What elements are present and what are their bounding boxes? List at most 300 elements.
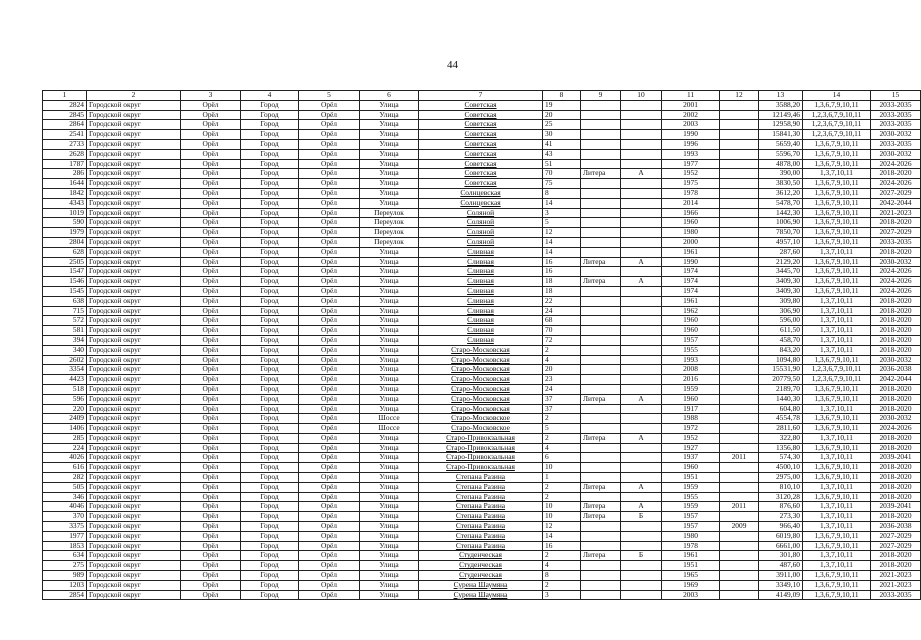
table-cell: Город: [241, 228, 299, 238]
table-cell: 2033-2035: [871, 139, 921, 149]
table-cell: Город: [241, 580, 299, 590]
table-cell: [581, 453, 621, 463]
table-cell: 2002: [662, 110, 720, 120]
table-cell: Городской округ: [87, 120, 181, 130]
table-cell: [720, 482, 759, 492]
table-cell: Солнцевская: [419, 188, 543, 198]
table-cell: Улица: [360, 139, 419, 149]
table-cell: [720, 590, 759, 600]
table-cell: Орёл: [181, 414, 241, 424]
table-cell: Орёл: [299, 404, 360, 414]
table-cell: Советская: [419, 169, 543, 179]
table-cell: Город: [241, 424, 299, 434]
table-cell: Городской округ: [87, 375, 181, 385]
table-cell: Сливная: [419, 326, 543, 336]
table-cell: 2008: [662, 365, 720, 375]
table-cell: 2864: [43, 120, 87, 130]
table-cell: 2030-2032: [871, 355, 921, 365]
table-cell: 75: [543, 179, 581, 189]
table-cell: [621, 120, 662, 130]
table-cell: Город: [241, 198, 299, 208]
table-cell: 2018-2020: [871, 384, 921, 394]
table-cell: 1937: [662, 453, 720, 463]
table-cell: Сливная: [419, 316, 543, 326]
table-cell: 4026: [43, 453, 87, 463]
table-cell: 1965: [662, 571, 720, 581]
table-cell: Улица: [360, 433, 419, 443]
table-cell: [621, 110, 662, 120]
table-cell: Городской округ: [87, 267, 181, 277]
table-cell: Орёл: [299, 561, 360, 571]
table-cell: [581, 228, 621, 238]
table-cell: 224: [43, 443, 87, 453]
table-cell: Улица: [360, 551, 419, 561]
table-cell: Степана Разина: [419, 502, 543, 512]
table-cell: 518: [43, 384, 87, 394]
table-cell: Орёл: [181, 326, 241, 336]
table-cell: Степана Разина: [419, 482, 543, 492]
table-cell: [720, 335, 759, 345]
table-cell: Орёл: [299, 522, 360, 532]
table-cell: 5596,70: [759, 149, 803, 159]
table-cell: Город: [241, 443, 299, 453]
table-cell: [720, 130, 759, 140]
table-cell: 2733: [43, 139, 87, 149]
table-cell: Городской округ: [87, 384, 181, 394]
table-cell: 2018-2020: [871, 335, 921, 345]
table-cell: 30: [543, 130, 581, 140]
table-cell: [720, 198, 759, 208]
table-cell: 2027-2029: [871, 228, 921, 238]
table-cell: Шоссе: [360, 424, 419, 434]
table-cell: 14: [543, 247, 581, 257]
table-cell: 1,3,6,7,9,10,11: [803, 188, 871, 198]
table-cell: 37: [543, 394, 581, 404]
table-cell: Орёл: [299, 433, 360, 443]
table-cell: 2030-2032: [871, 414, 921, 424]
table-cell: 1988: [662, 414, 720, 424]
table-cell: Орёл: [181, 394, 241, 404]
table-cell: Орёл: [181, 237, 241, 247]
table-cell: 275: [43, 561, 87, 571]
table-cell: А: [621, 502, 662, 512]
table-cell: 2024-2026: [871, 286, 921, 296]
table-cell: Б: [621, 551, 662, 561]
table-cell: [720, 139, 759, 149]
table-cell: Улица: [360, 590, 419, 600]
table-cell: 2018-2020: [871, 296, 921, 306]
table-cell: Город: [241, 208, 299, 218]
column-header: 8: [543, 91, 581, 101]
table-cell: Улица: [360, 247, 419, 257]
table-cell: 1,3,6,7,9,10,11: [803, 257, 871, 267]
table-cell: Орёл: [181, 296, 241, 306]
table-cell: 22: [543, 296, 581, 306]
table-cell: Городской округ: [87, 345, 181, 355]
table-cell: 2042-2044: [871, 375, 921, 385]
table-cell: Город: [241, 492, 299, 502]
table-cell: 2024-2026: [871, 424, 921, 434]
table-cell: Улица: [360, 326, 419, 336]
table-cell: Городской округ: [87, 198, 181, 208]
table-cell: 37: [543, 404, 581, 414]
table-cell: 20: [543, 110, 581, 120]
table-cell: 10: [543, 463, 581, 473]
table-cell: 5: [543, 424, 581, 434]
table-cell: Городской округ: [87, 394, 181, 404]
table-cell: Городской округ: [87, 551, 181, 561]
table-cell: [581, 345, 621, 355]
table-cell: Городской округ: [87, 159, 181, 169]
table-cell: [621, 179, 662, 189]
table-cell: 2018-2020: [871, 169, 921, 179]
table-cell: [581, 100, 621, 110]
table-cell: 1094,80: [759, 355, 803, 365]
table-cell: Улица: [360, 580, 419, 590]
table-cell: [581, 316, 621, 326]
table-cell: 285: [43, 433, 87, 443]
table-cell: 10: [543, 502, 581, 512]
table-cell: 1644: [43, 179, 87, 189]
table-cell: Орёл: [299, 277, 360, 287]
table-cell: Улица: [360, 179, 419, 189]
table-cell: Орёл: [181, 316, 241, 326]
table-cell: Городской округ: [87, 179, 181, 189]
table-cell: Орёл: [299, 296, 360, 306]
table-cell: 1,3,6,7,9,10,11: [803, 590, 871, 600]
table-cell: 70: [543, 326, 581, 336]
table-cell: 1993: [662, 149, 720, 159]
table-cell: 370: [43, 512, 87, 522]
table-cell: Улица: [360, 188, 419, 198]
table-cell: [720, 179, 759, 189]
table-cell: 306,90: [759, 306, 803, 316]
table-cell: 2030-2032: [871, 257, 921, 267]
table-cell: 2854: [43, 590, 87, 600]
table-cell: 2018-2020: [871, 512, 921, 522]
table-cell: 14: [543, 237, 581, 247]
table-cell: [581, 198, 621, 208]
table-cell: 4500,10: [759, 463, 803, 473]
table-cell: Орёл: [181, 267, 241, 277]
table-cell: 2: [543, 551, 581, 561]
table-cell: Городской округ: [87, 335, 181, 345]
table-cell: А: [621, 394, 662, 404]
table-cell: Советская: [419, 139, 543, 149]
table-cell: [720, 541, 759, 551]
table-cell: 14: [543, 198, 581, 208]
table-cell: [581, 522, 621, 532]
table-cell: 3: [543, 208, 581, 218]
table-cell: Орёл: [181, 590, 241, 600]
table-cell: Городской округ: [87, 365, 181, 375]
table-cell: [621, 384, 662, 394]
table-cell: [581, 384, 621, 394]
table-cell: 1,3,6,7,9,10,11: [803, 198, 871, 208]
table-cell: 966,40: [759, 522, 803, 532]
table-cell: [581, 365, 621, 375]
table-cell: 19: [543, 100, 581, 110]
table-cell: Орёл: [299, 492, 360, 502]
column-header: 3: [181, 91, 241, 101]
table-cell: Город: [241, 247, 299, 257]
table-cell: 1996: [662, 139, 720, 149]
table-cell: 2027-2029: [871, 188, 921, 198]
table-cell: Город: [241, 257, 299, 267]
table-cell: 2: [543, 345, 581, 355]
table-cell: [621, 355, 662, 365]
table-cell: Орёл: [181, 384, 241, 394]
table-cell: Орёл: [181, 149, 241, 159]
table-cell: Орёл: [181, 247, 241, 257]
table-cell: Советская: [419, 130, 543, 140]
table-cell: [621, 414, 662, 424]
table-cell: [621, 237, 662, 247]
table-cell: 1440,30: [759, 394, 803, 404]
table-cell: Городской округ: [87, 482, 181, 492]
table-cell: Город: [241, 237, 299, 247]
table-cell: 1961: [662, 247, 720, 257]
table-cell: Город: [241, 571, 299, 581]
table-cell: 590: [43, 218, 87, 228]
table-cell: 2018-2020: [871, 306, 921, 316]
table-cell: [621, 365, 662, 375]
table-cell: 1960: [662, 316, 720, 326]
table-cell: 1406: [43, 424, 87, 434]
table-cell: 4: [543, 561, 581, 571]
table-cell: 1980: [662, 531, 720, 541]
table-cell: Город: [241, 296, 299, 306]
table-cell: Орёл: [299, 384, 360, 394]
table-cell: Улица: [360, 522, 419, 532]
table-row: [43, 247, 921, 257]
table-cell: [581, 355, 621, 365]
table-cell: [720, 277, 759, 287]
table-cell: Улица: [360, 296, 419, 306]
table-cell: Городской округ: [87, 443, 181, 453]
table-cell: 1356,80: [759, 443, 803, 453]
table-cell: 2018-2020: [871, 463, 921, 473]
table-cell: Город: [241, 590, 299, 600]
table-cell: Город: [241, 120, 299, 130]
table-cell: 1,3,6,7,9,10,11: [803, 443, 871, 453]
table-cell: Орёл: [299, 188, 360, 198]
table-cell: 10: [543, 512, 581, 522]
table-cell: 286: [43, 169, 87, 179]
table-cell: Орёл: [299, 394, 360, 404]
table-cell: Орёл: [181, 179, 241, 189]
table-cell: [720, 571, 759, 581]
table-cell: 3612,20: [759, 188, 803, 198]
table-cell: Орёл: [181, 433, 241, 443]
table-cell: [720, 218, 759, 228]
table-cell: [621, 335, 662, 345]
table-cell: [621, 531, 662, 541]
table-cell: [581, 139, 621, 149]
table-cell: Городской округ: [87, 414, 181, 424]
table-cell: [720, 404, 759, 414]
table-cell: Степана Разина: [419, 531, 543, 541]
table-cell: Орёл: [181, 120, 241, 130]
table-cell: [581, 590, 621, 600]
table-cell: [720, 306, 759, 316]
table-cell: Старо-Московская: [419, 345, 543, 355]
table-cell: Орёл: [181, 453, 241, 463]
table-cell: 1,3,7,10,11: [803, 512, 871, 522]
table-cell: [581, 404, 621, 414]
table-cell: Литера: [581, 257, 621, 267]
table-cell: Орёл: [181, 208, 241, 218]
table-cell: 1957: [662, 335, 720, 345]
table-cell: А: [621, 277, 662, 287]
table-cell: Орёл: [299, 365, 360, 375]
table-cell: 1787: [43, 159, 87, 169]
table-cell: 1: [543, 473, 581, 483]
table-cell: 2018-2020: [871, 482, 921, 492]
table-cell: Городской округ: [87, 492, 181, 502]
table-row: [43, 580, 921, 590]
column-header: 9: [581, 91, 621, 101]
table-cell: 15531,90: [759, 365, 803, 375]
table-cell: Орёл: [299, 414, 360, 424]
table-cell: 2811,60: [759, 424, 803, 434]
table-cell: [621, 188, 662, 198]
table-cell: 12: [543, 228, 581, 238]
table-cell: Советская: [419, 149, 543, 159]
table-cell: 2021-2023: [871, 571, 921, 581]
table-cell: Сурена Шаумяна: [419, 580, 543, 590]
table-cell: 1966: [662, 208, 720, 218]
table-cell: Город: [241, 463, 299, 473]
table-cell: 2024-2026: [871, 277, 921, 287]
table-cell: 1961: [662, 296, 720, 306]
table-cell: Орёл: [181, 502, 241, 512]
table-row: [43, 375, 921, 385]
table-cell: 1442,30: [759, 208, 803, 218]
table-cell: Орёл: [181, 531, 241, 541]
table-cell: Городской округ: [87, 169, 181, 179]
table-cell: [581, 326, 621, 336]
table-cell: [720, 110, 759, 120]
table-cell: 2: [543, 492, 581, 502]
table-cell: [621, 443, 662, 453]
table-cell: Город: [241, 149, 299, 159]
table-row: [43, 473, 921, 483]
table-cell: Орёл: [299, 375, 360, 385]
table-cell: Городской округ: [87, 130, 181, 140]
table-cell: [581, 335, 621, 345]
table-cell: Орёл: [299, 531, 360, 541]
table-cell: Улица: [360, 571, 419, 581]
table-cell: 1842: [43, 188, 87, 198]
table-cell: Городской округ: [87, 228, 181, 238]
table-cell: Улица: [360, 345, 419, 355]
table-cell: 1959: [662, 384, 720, 394]
table-cell: 487,60: [759, 561, 803, 571]
table-cell: Орёл: [299, 159, 360, 169]
table-cell: 2975,00: [759, 473, 803, 483]
table-cell: Городской округ: [87, 502, 181, 512]
table-cell: Орёл: [299, 326, 360, 336]
table-cell: [720, 551, 759, 561]
table-cell: 1,3,6,7,9,10,11: [803, 267, 871, 277]
table-cell: 1203: [43, 580, 87, 590]
table-cell: [581, 473, 621, 483]
table-cell: Переулок: [360, 208, 419, 218]
column-header: 7: [419, 91, 543, 101]
table-cell: Орёл: [181, 100, 241, 110]
table-cell: Старо-Привокзальная: [419, 433, 543, 443]
table-cell: 1853: [43, 541, 87, 551]
table-cell: Орёл: [299, 306, 360, 316]
table-cell: [581, 110, 621, 120]
table-cell: 2024-2026: [871, 267, 921, 277]
table-cell: 1,2,3,6,7,9,10,11: [803, 130, 871, 140]
table-cell: Орёл: [299, 571, 360, 581]
table-cell: [621, 228, 662, 238]
table-cell: 2845: [43, 110, 87, 120]
table-cell: 628: [43, 247, 87, 257]
table-cell: 1,3,7,10,11: [803, 326, 871, 336]
table-cell: Городской округ: [87, 463, 181, 473]
table-cell: 16: [543, 541, 581, 551]
table-cell: 2003: [662, 120, 720, 130]
table-cell: Орёл: [299, 237, 360, 247]
column-number-row: [43, 91, 921, 101]
table-cell: Город: [241, 512, 299, 522]
table-cell: 1960: [662, 463, 720, 473]
table-cell: 1,3,6,7,9,10,11: [803, 394, 871, 404]
table-row: [43, 531, 921, 541]
table-cell: Переулок: [360, 237, 419, 247]
table-cell: [581, 286, 621, 296]
table-cell: [720, 561, 759, 571]
table-row: [43, 326, 921, 336]
table-cell: Улица: [360, 512, 419, 522]
table-row: [43, 345, 921, 355]
table-cell: Советская: [419, 110, 543, 120]
table-cell: Старо-Московское: [419, 424, 543, 434]
table-cell: 843,20: [759, 345, 803, 355]
table-cell: [720, 355, 759, 365]
table-cell: Городской округ: [87, 237, 181, 247]
table-cell: Орёл: [181, 159, 241, 169]
table-cell: 1,3,6,7,9,10,11: [803, 355, 871, 365]
table-cell: [621, 139, 662, 149]
table-cell: Орёл: [181, 512, 241, 522]
table-cell: Городской округ: [87, 100, 181, 110]
table-cell: Орёл: [181, 463, 241, 473]
table-cell: Советская: [419, 179, 543, 189]
table-cell: [581, 218, 621, 228]
table-cell: [581, 247, 621, 257]
column-header: 15: [871, 91, 921, 101]
table-cell: 2009: [720, 522, 759, 532]
table-cell: 1,3,6,7,9,10,11: [803, 463, 871, 473]
table-cell: [720, 384, 759, 394]
table-cell: 43: [543, 149, 581, 159]
table-cell: Орёл: [299, 257, 360, 267]
table-cell: Город: [241, 100, 299, 110]
table-cell: Улица: [360, 375, 419, 385]
table-cell: [720, 433, 759, 443]
table-cell: Город: [241, 355, 299, 365]
table-row: [43, 228, 921, 238]
table-cell: Орёл: [181, 335, 241, 345]
table-cell: 41: [543, 139, 581, 149]
table-cell: Сливная: [419, 247, 543, 257]
table-cell: Советская: [419, 100, 543, 110]
